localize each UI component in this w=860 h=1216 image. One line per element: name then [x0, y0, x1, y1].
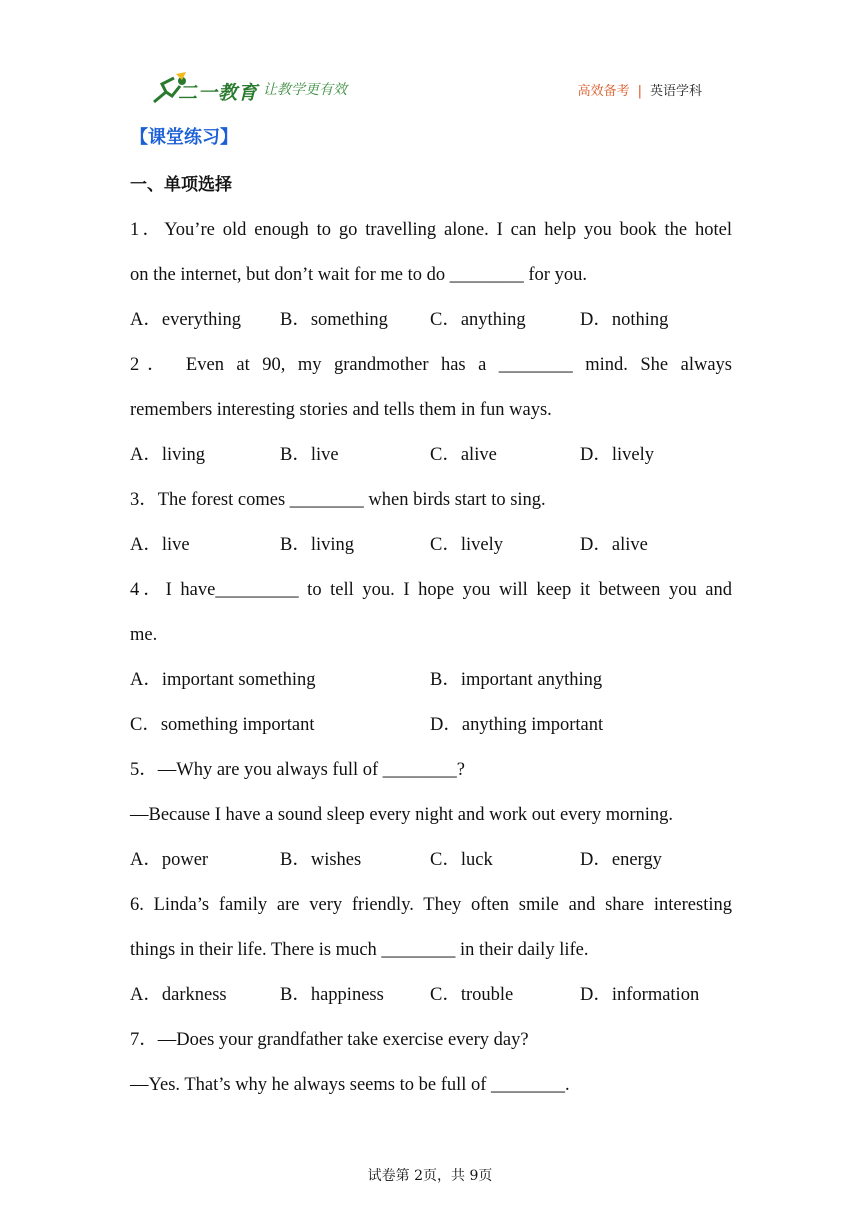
question-1-line-2: on the internet, but don’t wait for me to do ________ for you.: [130, 265, 587, 285]
option-b: B．happiness: [280, 985, 384, 1005]
question-3-line-1: 3．The forest comes ________ when birds start to sing.: [130, 490, 546, 510]
question-7-line-1: 7．—Does your grandfather take exercise every day?: [130, 1030, 529, 1050]
option-c: C．lively: [430, 535, 503, 555]
section-title: 【课堂练习】: [130, 127, 238, 148]
question-1-line-1: 1．You’re old enough to go travelling alone. I can help you book the hotel: [130, 220, 732, 240]
page-header: [0, 0, 860, 112]
question-7-line-2: —Yes. That’s why he always seems to be full of ________.: [130, 1075, 570, 1095]
question-3-options: [130, 523, 732, 568]
option-b: B．something: [280, 310, 388, 330]
option-d: D．alive: [580, 535, 648, 555]
question-2-line-1: 2． Even at 90, my grandmother has a ________ mind. She always: [130, 355, 732, 375]
option-b: B．wishes: [280, 850, 362, 870]
option-a: A．everything: [130, 310, 241, 330]
option-d: D．anything important: [430, 715, 604, 735]
question-5-line-1: 5．—Why are you always full of ________?: [130, 760, 465, 780]
question-4-options-row-2: [130, 703, 732, 748]
question-6-line-1: 6. Linda’s family are very friendly. They often smile and share interesting: [130, 895, 732, 915]
question-4-line-1: 4．I have_________ to tell you. I hope you will keep it between you and: [130, 580, 732, 600]
option-d: D．information: [580, 985, 700, 1005]
question-2-line-2: remembers interesting stories and tells them in fun ways.: [130, 400, 552, 420]
option-c: C．alive: [430, 445, 497, 465]
question-5-line-2: —Because I have a sound sleep every night and work out every morning.: [130, 805, 674, 825]
option-a: A．darkness: [130, 985, 227, 1005]
question-6-options: [130, 973, 732, 1018]
option-a: A．power: [130, 850, 209, 870]
question-5-options: [130, 838, 732, 883]
option-d: D．nothing: [580, 310, 669, 330]
part-title: 一、单项选择: [130, 175, 232, 195]
option-c: C．luck: [430, 850, 493, 870]
option-a: A．important something: [130, 670, 316, 690]
option-b: B．living: [280, 535, 355, 555]
subject-label: 高效备考 | 英语学科: [577, 84, 702, 99]
option-c: C．trouble: [430, 985, 514, 1005]
logo-text: 二一教育: [178, 82, 259, 104]
option-c: C．something important: [130, 715, 315, 735]
slogan: 让教学更有效: [263, 82, 347, 98]
option-b: B．important anything: [430, 670, 603, 690]
question-6-line-2: things in their life. There is much ________ in their daily life.: [130, 940, 589, 960]
option-a: A．living: [130, 445, 206, 465]
exercise-content: [130, 118, 732, 1108]
question-2-options: [130, 433, 732, 478]
question-1-options: [130, 298, 732, 343]
page-footer: 试卷第 2页，共 9页: [367, 1168, 493, 1184]
question-4-options-row-1: [130, 658, 732, 703]
option-a: A．live: [130, 535, 190, 555]
option-d: D．energy: [580, 850, 662, 870]
option-d: D．lively: [580, 445, 654, 465]
option-b: B．live: [280, 445, 339, 465]
option-c: C．anything: [430, 310, 526, 330]
question-4-line-2: me.: [130, 625, 158, 645]
